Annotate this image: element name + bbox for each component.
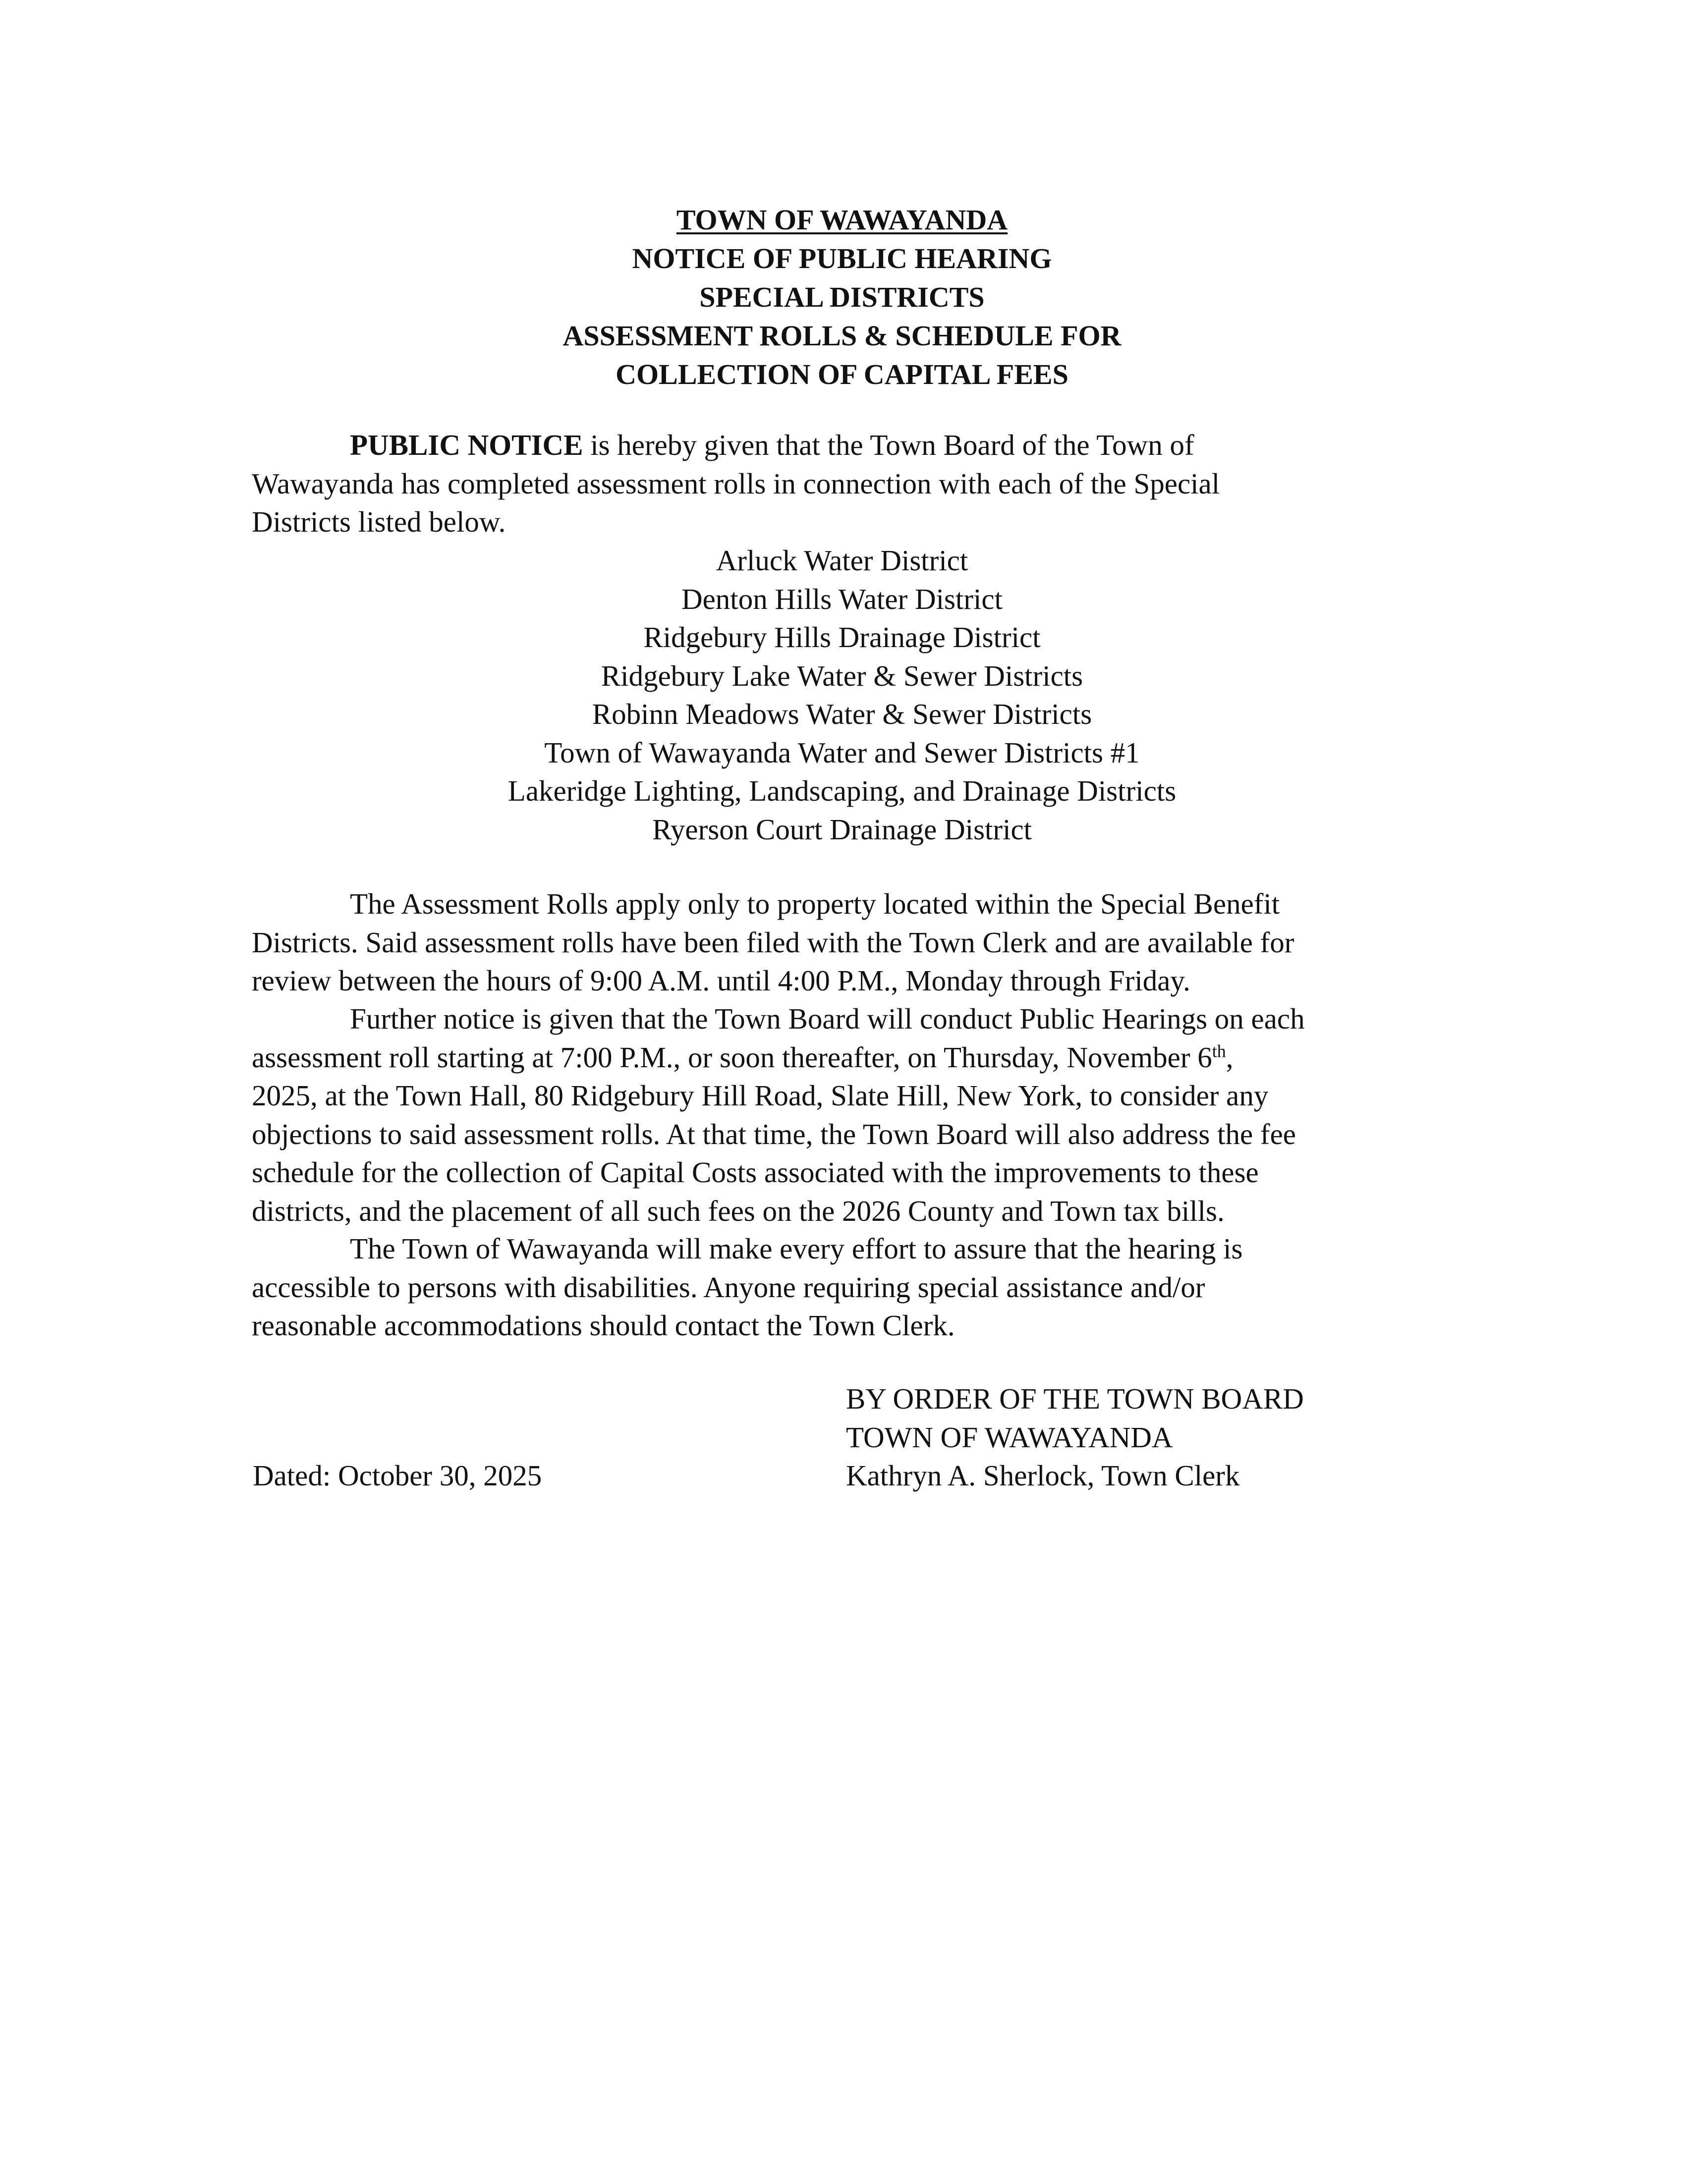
paragraph-line: review between the hours of 9:00 A.M. until 4:00 P.M., Monday through Friday. [252,964,1190,997]
intro-line: Districts listed below. [252,505,506,538]
paragraph-line: The Town of Wawayanda will make every effort to assure that the hearing is [350,1232,1243,1265]
intro-line-rest: is hereby given that the Town Board of the Town of [583,429,1194,461]
paragraph-line: The Assessment Rolls apply only to property located within the Special Benefit [350,887,1280,920]
intro-line [252,426,1466,465]
district-item: Arluck Water District [716,544,968,577]
district-item: Ridgebury Lake Water & Sewer Districts [601,659,1083,692]
paragraph-line: accessible to persons with disabilities. Anyone requiring special assistance and/or [252,1270,1205,1304]
town-clerk-name: Kathryn A. Sherlock, Town Clerk [846,1459,1240,1492]
district-list [0,542,1684,849]
paragraph-line: objections to said assessment rolls. At that time, the Town Board will also address the fee [252,1117,1296,1150]
paragraph-line: Further notice is given that the Town Board will conduct Public Hearings on each [350,1002,1305,1035]
signature-line: TOWN OF WAWAYANDA [846,1420,1173,1454]
dated-line: Dated: October 30, 2025 [253,1459,542,1492]
district-item: Robinn Meadows Water & Sewer Districts [592,698,1092,730]
paragraph-line [252,1038,1466,1077]
heading-notice-title: NOTICE OF PUBLIC HEARING [632,242,1052,274]
assessment-rolls-paragraph [252,885,1466,1000]
heading-assessment-rolls: ASSESSMENT ROLLS & SCHEDULE FOR [562,320,1122,352]
signature-block [846,1380,1304,1495]
district-item: Denton Hills Water District [681,582,1003,615]
district-item: Ryerson Court Drainage District [652,813,1032,846]
accessibility-paragraph [252,1230,1466,1345]
notice-heading [0,201,1684,394]
public-hearing-paragraph [252,1000,1466,1230]
heading-capital-fees: COLLECTION OF CAPITAL FEES [616,358,1068,390]
paragraph-line: reasonable accommodations should contact the Town Clerk. [252,1309,955,1342]
hearing-date-comma: , [1226,1040,1234,1074]
district-item: Town of Wawayanda Water and Sewer Districts #1 [544,736,1140,769]
paragraph-line: 2025, at the Town Hall, 80 Ridgebury Hill Road, Slate Hill, New York, to consider any [252,1079,1269,1112]
intro-paragraph [252,426,1466,542]
heading-special-districts: SPECIAL DISTRICTS [699,281,985,313]
paragraph-line: schedule for the collection of Capital Costs associated with the improvements to these [252,1156,1259,1189]
heading-town-title: TOWN OF WAWAYANDA [676,204,1008,236]
signature-line: BY ORDER OF THE TOWN BOARD [846,1382,1304,1415]
public-notice-lead: PUBLIC NOTICE [350,429,583,461]
district-item: Ridgebury Hills Drainage District [643,621,1041,654]
hearing-date-text: assessment roll starting at 7:00 P.M., or soon thereafter, on Thursday, November 6 [252,1040,1212,1074]
paragraph-line: Districts. Said assessment rolls have been filed with the Town Clerk and are available for [252,926,1294,959]
paragraph-line: districts, and the placement of all such fees on the 2026 County and Town tax bills. [252,1194,1225,1227]
district-item: Lakeridge Lighting, Landscaping, and Drainage Districts [507,774,1177,807]
ordinal-suffix: th [1212,1040,1226,1061]
intro-line: Wawayanda has completed assessment rolls in connection with each of the Special [252,467,1220,500]
